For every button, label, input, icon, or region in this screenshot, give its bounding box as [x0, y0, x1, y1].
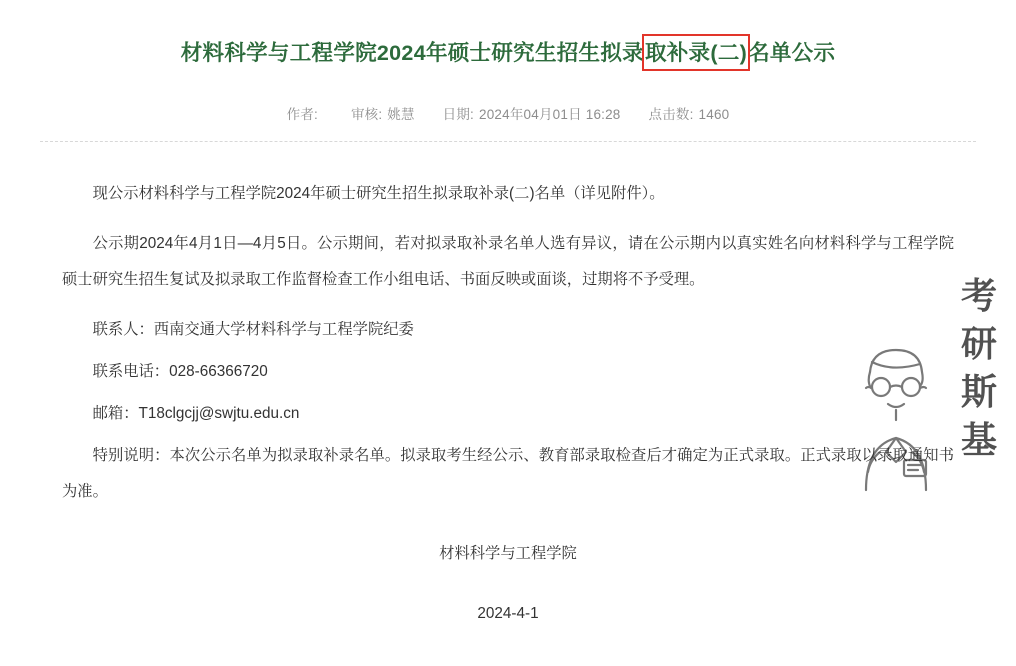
- meta-author: [287, 103, 323, 123]
- meta-views-value: 1460: [698, 106, 730, 122]
- signature-line: 材料科学与工程学院: [439, 544, 577, 562]
- meta-date: [443, 103, 621, 123]
- page-title: [181, 38, 836, 68]
- meta-reviewer: [351, 103, 415, 123]
- meta-date-value: 2024年04月01日 16:28: [479, 106, 621, 122]
- paragraph-2: 公示期2024年4月1日—4月5日。公示期间，若对拟录取补录名单人选有异议，请在公示期内以真实姓名向材料科学与工程学院硕士研究生招生复试及拟录取工作监督检查工作小组电话、书面反映或面谈，过期将不予受理。: [62, 234, 954, 288]
- article-meta: [0, 103, 1016, 123]
- article-body: [0, 142, 1016, 632]
- meta-reviewer-label: 审核:: [350, 106, 383, 122]
- paragraph-special-note: 特别说明：本次公示名单为拟录取补录名单。拟录取考生经公示、教育部录取检查后才确定为正式录取。正式录取以录取通知书为准。: [62, 446, 954, 500]
- meta-views: [648, 103, 729, 123]
- page-title-container: [0, 0, 1016, 83]
- title-part-1: 材料科学与工程学院2024年硕士研究生招生拟录: [180, 41, 644, 66]
- paragraph-contact-phone: 联系电话：028-66366720: [92, 362, 268, 380]
- paragraph-1: 现公示材料科学与工程学院2024年硕士研究生招生拟录取补录(二)名单（详见附件）。: [92, 184, 665, 202]
- paragraph-contact-person: 联系人：西南交通大学材料科学与工程学院纪委: [92, 320, 414, 338]
- meta-reviewer-value: 姚慧: [387, 106, 415, 122]
- date-line: 2024-4-1: [477, 604, 539, 622]
- title-part-3: 名单公示: [748, 41, 836, 66]
- meta-date-label: 日期:: [442, 106, 475, 122]
- meta-views-label: 点击数:: [648, 106, 694, 122]
- meta-author-label: 作者:: [286, 106, 318, 122]
- paragraph-contact-email: 邮箱：T18clgcjj@swjtu.edu.cn: [92, 404, 300, 422]
- watermark-text: 考研斯基: [960, 276, 997, 460]
- title-highlighted-part: 取补录(二): [644, 38, 748, 68]
